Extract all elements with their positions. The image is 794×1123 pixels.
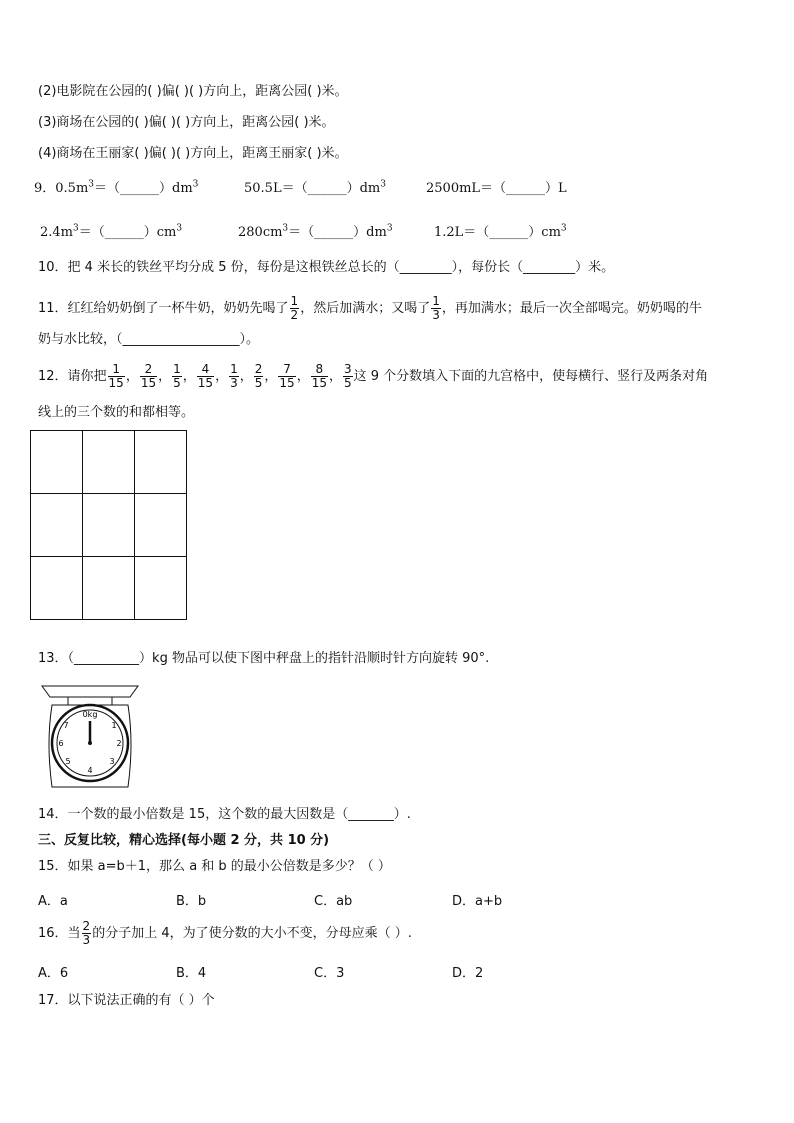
q15-option-d[interactable]: D．a+b [452, 894, 503, 909]
q9-row2-c: $1.2L=(\_\_\_\_\_\_)cm^3$ [434, 223, 567, 240]
q12-fraction: $\frac{8}{15}$ [311, 362, 327, 390]
q12-separator: ， [215, 369, 229, 384]
q15-option-c[interactable]: C．ab [314, 894, 353, 909]
q8-sub3: (3)商场在公园的( )偏( )( )方向上，距离公园( )米。 [38, 115, 335, 130]
nine-square-grid [30, 430, 187, 620]
dial-number-4: 4 [87, 766, 93, 775]
q12-fraction: $\frac{2}{15}$ [140, 362, 157, 390]
q9-row2-b: $280cm^3=(\_\_\_\_\_\_)dm^3$ [238, 223, 393, 240]
q11-fraction-2: $\frac{1}{3}$ [432, 294, 440, 322]
dial-number-3: 3 [109, 757, 115, 766]
q15-option-a[interactable]: A．a [38, 894, 68, 909]
grid-cell[interactable] [83, 431, 135, 494]
q17-text: 17．以下说法正确的有（ ）个 [38, 993, 215, 1008]
q16-option-a[interactable]: A．6 [38, 966, 69, 981]
q12-separator: ， [125, 369, 139, 384]
q11-fraction-1: $\frac{1}{2}$ [290, 294, 299, 322]
q11-line1: 11．红红给奶奶倒了一杯牛奶，奶奶先喝了 $\frac{1}{2}$ ，然后加满水；又喝了 $\frac{1}{3}$ ，再加满水；最后一次全部喝完。奶奶喝的牛 [38, 294, 702, 322]
q12-fraction: $\frac{3}{5}$ [344, 362, 352, 390]
q9-row1-c: 2500mL＝（______）L [426, 181, 567, 196]
scale-pan [42, 686, 138, 697]
q12-fraction: $\frac{1}{5}$ [173, 362, 181, 390]
q16-text: 16．当 $\frac{2}{3}$ 的分子加上 4，为了使分数的大小不变，分母应乘（ ）. [38, 919, 412, 947]
q12-fraction: $\frac{1}{15}$ [108, 362, 124, 390]
q12-separator: ， [182, 369, 196, 384]
q9-row1-b: $50.5L=(\_\_\_\_\_\_)dm^3$ [244, 179, 386, 196]
q16-option-c[interactable]: C．3 [314, 966, 345, 981]
grid-cell[interactable] [135, 494, 187, 557]
dial-label-0kg: 0kg [82, 710, 98, 719]
q12-separator: ， [328, 369, 342, 384]
grid-cell[interactable] [83, 494, 135, 557]
q12-fraction: $\frac{7}{15}$ [279, 362, 295, 390]
section-3-heading: 三、反复比较，精心选择(每小题 2 分，共 10 分) [38, 833, 330, 848]
q9-row2-a: $2.4m^3=(\_\_\_\_\_\_)cm^3$ [40, 223, 183, 240]
q12-separator: ， [158, 369, 172, 384]
q14-text: 14．一个数的最小倍数是 15，这个数的最大因数是（_______）. [38, 807, 411, 822]
q12-line1: 12．请你把 $\frac{1}{15}$ ， $\frac{2}{15}$ ， $\frac{1}{5}$ ， $\frac{4}{15}$ ， $\frac{1}{3}$ ， $\frac{2}{5}$ ， $\frac{7}{15}$ ， $\frac{8}{15}$ ， $\frac{3}{5}$ 这 9 个分数填入下面的九宫格中，使每横行、竖行及两条对角 [38, 362, 709, 390]
dial-number-1: 1 [111, 721, 117, 730]
grid-cell[interactable] [135, 557, 187, 620]
q13-text: 13．（__________）kg 物品可以使下图中秤盘上的指针沿顺时针方向旋转 90°. [38, 651, 490, 666]
q12-separator: ， [239, 369, 253, 384]
q15-text: 15．如果 a=b＋1，那么 a 和 b 的最小公倍数是多少？（ ） [38, 859, 391, 874]
dial-number-5: 5 [65, 757, 71, 766]
q12-fraction: $\frac{2}{5}$ [254, 362, 263, 390]
q15-option-b[interactable]: B．b [176, 894, 207, 909]
q10-text: 10．把 4 米长的铁丝平均分成 5 份，每份是这根铁丝总长的（________），每份长（________）米。 [38, 260, 615, 275]
grid-cell[interactable] [31, 557, 83, 620]
q16-option-b[interactable]: B．4 [176, 966, 207, 981]
q12-fraction: $\frac{1}{3}$ [230, 362, 238, 390]
q16-option-d[interactable]: D．2 [452, 966, 484, 981]
q12-fraction-list [107, 362, 354, 390]
q12-fraction: $\frac{4}{15}$ [197, 362, 214, 390]
grid-cell[interactable] [31, 494, 83, 557]
q12-separator: ， [296, 369, 310, 384]
q11-line2: 奶与水比较，（__________________）。 [38, 332, 260, 347]
q9-row1-a: 9．$0.5m^3=(\_\_\_\_\_\_)dm^3$ [34, 179, 199, 196]
grid-cell[interactable] [83, 557, 135, 620]
q16-fraction: $\frac{2}{3}$ [82, 919, 91, 947]
dial-number-7: 7 [63, 721, 69, 730]
q12-line2: 线上的三个数的和都相等。 [38, 405, 195, 420]
q8-sub4: (4)商场在王丽家( )偏( )( )方向上，距离王丽家( )米。 [38, 146, 348, 161]
dial-number-2: 2 [116, 739, 122, 748]
grid-cell[interactable] [135, 431, 187, 494]
q12-separator: ， [264, 369, 278, 384]
scale-illustration [38, 683, 142, 789]
q8-sub2: (2)电影院在公园的( )偏( )( )方向上，距离公园( )米。 [38, 84, 348, 99]
dial-number-6: 6 [58, 739, 64, 748]
grid-cell[interactable] [31, 431, 83, 494]
